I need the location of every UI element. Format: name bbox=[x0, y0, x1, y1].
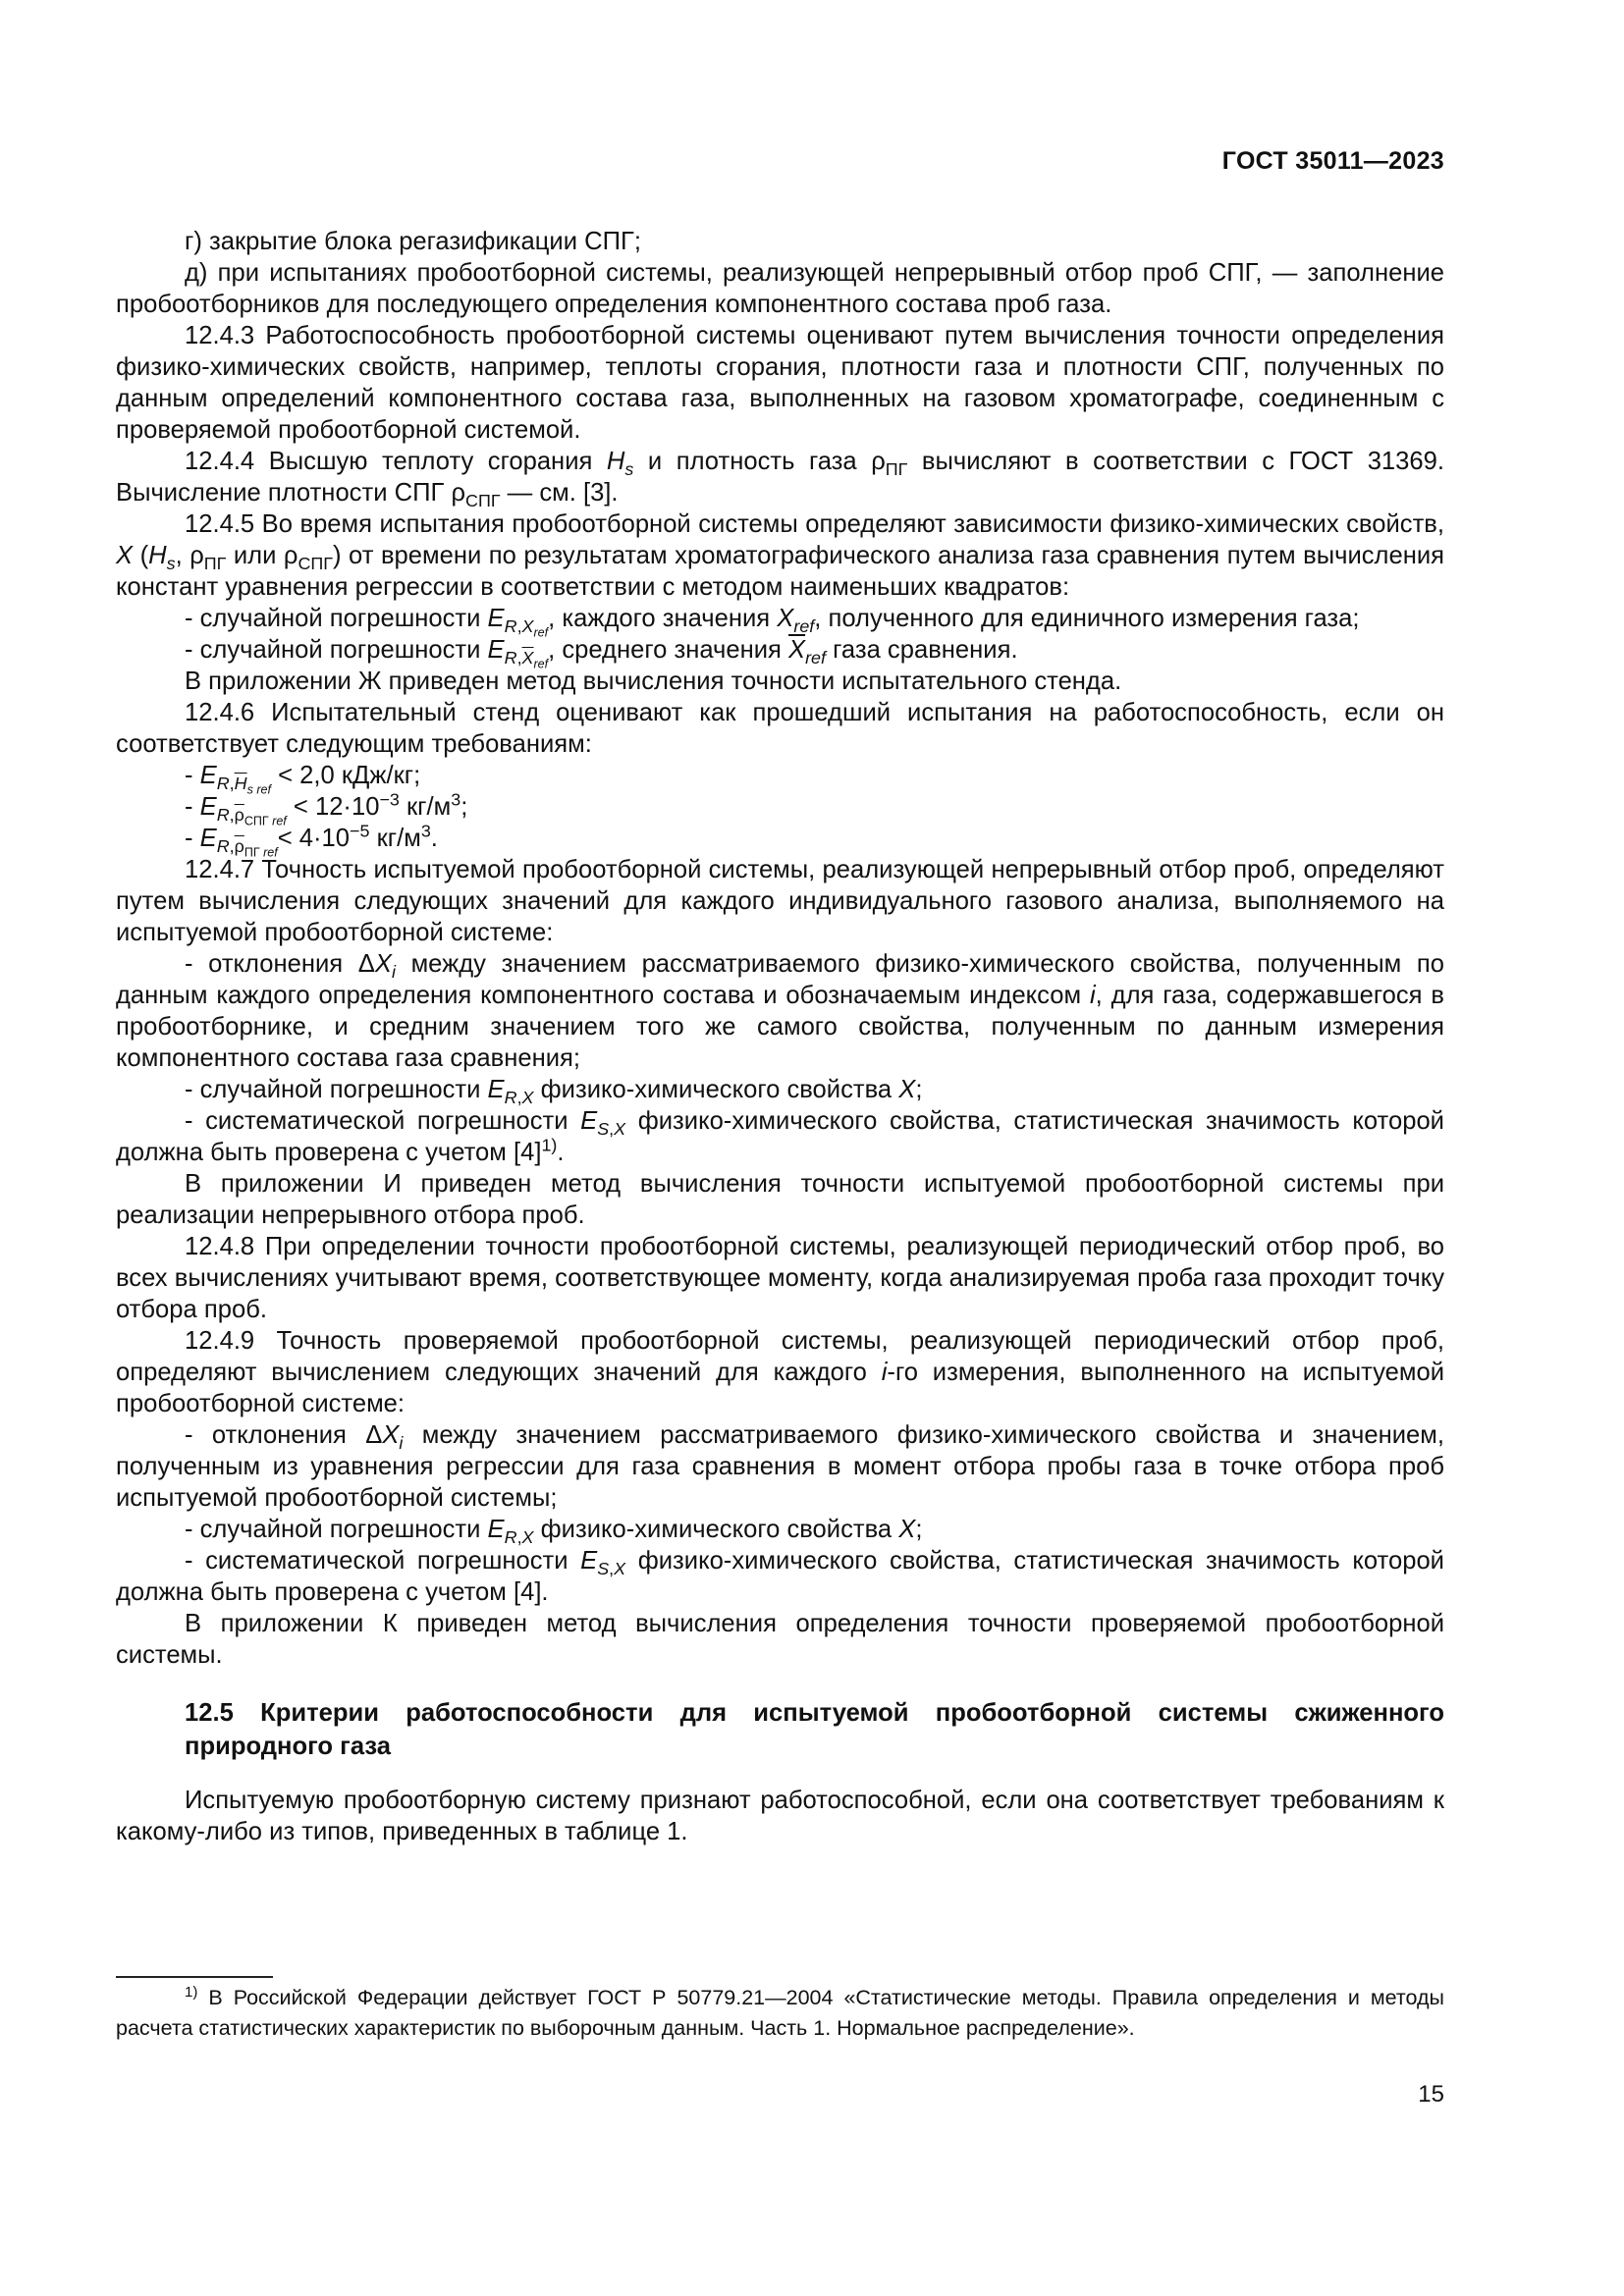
main-text bbox=[116, 226, 1444, 1847]
criterion-gas-density: - $E_{R,\overline{\rho}_{ПГ ref}}< 4\cdot 10^{-5}$ $кг/м^3$. bbox=[185, 821, 438, 860]
list-item-systematic-error-periodic: - систематической погрешности $E_{S,X}$ физико-химического свойства, статистическая значимость которой должна быть проверена с учетом [4]. bbox=[116, 1547, 1444, 1606]
list-item-random-error-each: - случайной погрешности $E_{R,X_{ref}}$, каждого значения $X_{ref}$, полученного для единичного измерения газа; bbox=[185, 605, 1360, 640]
criterion-lng-density: - $E_{R,\overline{\rho}_{СПГ ref}} < 12\cdot 10^{-3}$ $кг/м^3$; bbox=[185, 789, 468, 828]
criterion-heat: - $E_{R,\overline{H}_{s ref}} < 2,0$ кДж/кг; bbox=[185, 762, 421, 797]
list-item-random-error-periodic: - случайной погрешности $E_{R,X}$ физико-химического свойства X; bbox=[185, 1516, 923, 1548]
paragraph-12-4-9: 12.4.9 Точность проверяемой пробоотборной системы, реализующей периодический отбор проб, определяют вычислением следующих значений для каждого i-го измерения, выполненного на испытуемой пробоотборной системе: bbox=[116, 1327, 1444, 1417]
paragraph-item-d: д) при испытаниях пробоотборной системы, реализующей непрерывный отбор проб СПГ, — заполнение пробоотборников для последующего определения компонентного состава проб газа. bbox=[116, 259, 1444, 318]
list-item-deviation-continuous: - отклонения $\Delta X_i$ между значением рассматриваемого физико-химического свойства, полученным по данным каждого определения компонентного состава и обозначаемым индексом i, для газа, содержавшегося в пробоотборнике, и средним значением того же самого свойства, полученным по данным измерения компонентного состава газа сравнения; bbox=[116, 950, 1444, 1072]
paragraph-12-5-body: Испытуемую пробоотборную систему признают работоспособной, если она соответствует требованиям к какому-либо из типов, приведенных в таблице 1. bbox=[116, 1787, 1444, 1845]
list-item-systematic-error-property: - систематической погрешности $E_{S,X}$ физико-химического свойства, статистическая значимость которой должна быть проверена с учетом $[4]^{1)}$. bbox=[116, 1107, 1444, 1166]
document-page bbox=[116, 0, 1444, 2296]
footnote-divider bbox=[116, 1976, 273, 1978]
paragraph-12-4-3: 12.4.3 Работоспособность пробоотборной системы оценивают путем вычисления точности определения физико-химических свойств, например, теплоты сгорания, плотности газа и плотности СПГ, полученных по данным определений компонентного состава газа, выполненных на газовом хроматографе, соединенным с проверяемой пробоотборной системой. bbox=[116, 322, 1444, 444]
document-id-header: ГОСТ 35011—2023 bbox=[1221, 147, 1444, 175]
paragraph-appendix-k: В приложении К приведен метод вычисления определения точности проверяемой пробоотборной системы. bbox=[116, 1610, 1444, 1669]
paragraph-12-4-8: 12.4.8 При определении точности пробоотборной системы, реализующей периодический отбор проб, во всех вычислениях учитывают время, соответствующее моменту, когда анализируемая проба газа проходит точку отбора проб. bbox=[116, 1233, 1444, 1323]
paragraph-12-4-5: 12.4.5 Во время испытания пробоотборной системы определяют зависимости физико-химических свойств, X ($H_s$, $\rho_{ПГ}$ или $\rho_{СПГ}$) от времени по результатам хроматографического анализа газа сравнения путем вычисления констант уравнения регрессии в соответствии с методом наименьших квадратов: bbox=[116, 510, 1445, 601]
paragraph-12-4-6: 12.4.6 Испытательный стенд оценивают как прошедший испытания на работоспособность, если он соответствует следующим требованиям: bbox=[116, 699, 1444, 758]
footnote bbox=[116, 1983, 1444, 2044]
paragraph-12-4-4: 12.4.4 Высшую теплоту сгорания $H_s$ и плотность газа $\rho_{ПГ}$ вычисляют в соответствии с ГОСТ 31369. Вычисление плотности СПГ $\rho_{СПГ}$ — см. [3]. bbox=[116, 448, 1444, 511]
list-item-random-error-property: - случайной погрешности $E_{R,X}$ физико-химического свойства X; bbox=[185, 1076, 923, 1108]
page-number: 15 bbox=[1418, 2081, 1444, 2108]
paragraph-appendix-zh: В приложении Ж приведен метод вычисления точности испытательного стенда. bbox=[185, 667, 1122, 695]
footnote-text: В Российской Федерации действует ГОСТ Р 50779.21—2004 «Статистические методы. Правила определения и методы расчета статистических характеристик по выборочным данным. Часть 1. Нормальное распределение». bbox=[116, 1986, 1444, 2040]
paragraph-item-g: г) закрытие блока регазификации СПГ; bbox=[185, 228, 641, 255]
paragraph-12-4-7: 12.4.7 Точность испытуемой пробоотборной системы, реализующей непрерывный отбор проб, определяют путем вычисления следующих значений для каждого индивидуального газового анализа, выполняемого на испытуемой пробоотборной системе: bbox=[116, 856, 1444, 946]
list-item-deviation-periodic: - отклонения $\Delta X_i$ между значением рассматриваемого физико-химического свойства и значением, полученным из уравнения регрессии для газа сравнения в момент отбора пробы газа в точке отбора проб испытуемой пробоотборной системы; bbox=[116, 1421, 1444, 1512]
footnote-mark: 1) bbox=[185, 1983, 198, 2001]
paragraph-appendix-i: В приложении И приведен метод вычисления точности испытуемой пробоотборной системы при реализации непрерывного отбора проб. bbox=[116, 1170, 1444, 1229]
section-heading-12-5: 12.5 Критерии работоспособности для испытуемой пробоотборной системы сжиженного природного газа bbox=[185, 1699, 1444, 1760]
list-item-random-error-mean: - случайной погрешности $E_{R,\overline{X}_{ref}}$, среднего значения $\overline{X}_{ref}$ газа сравнения. bbox=[185, 636, 1018, 671]
